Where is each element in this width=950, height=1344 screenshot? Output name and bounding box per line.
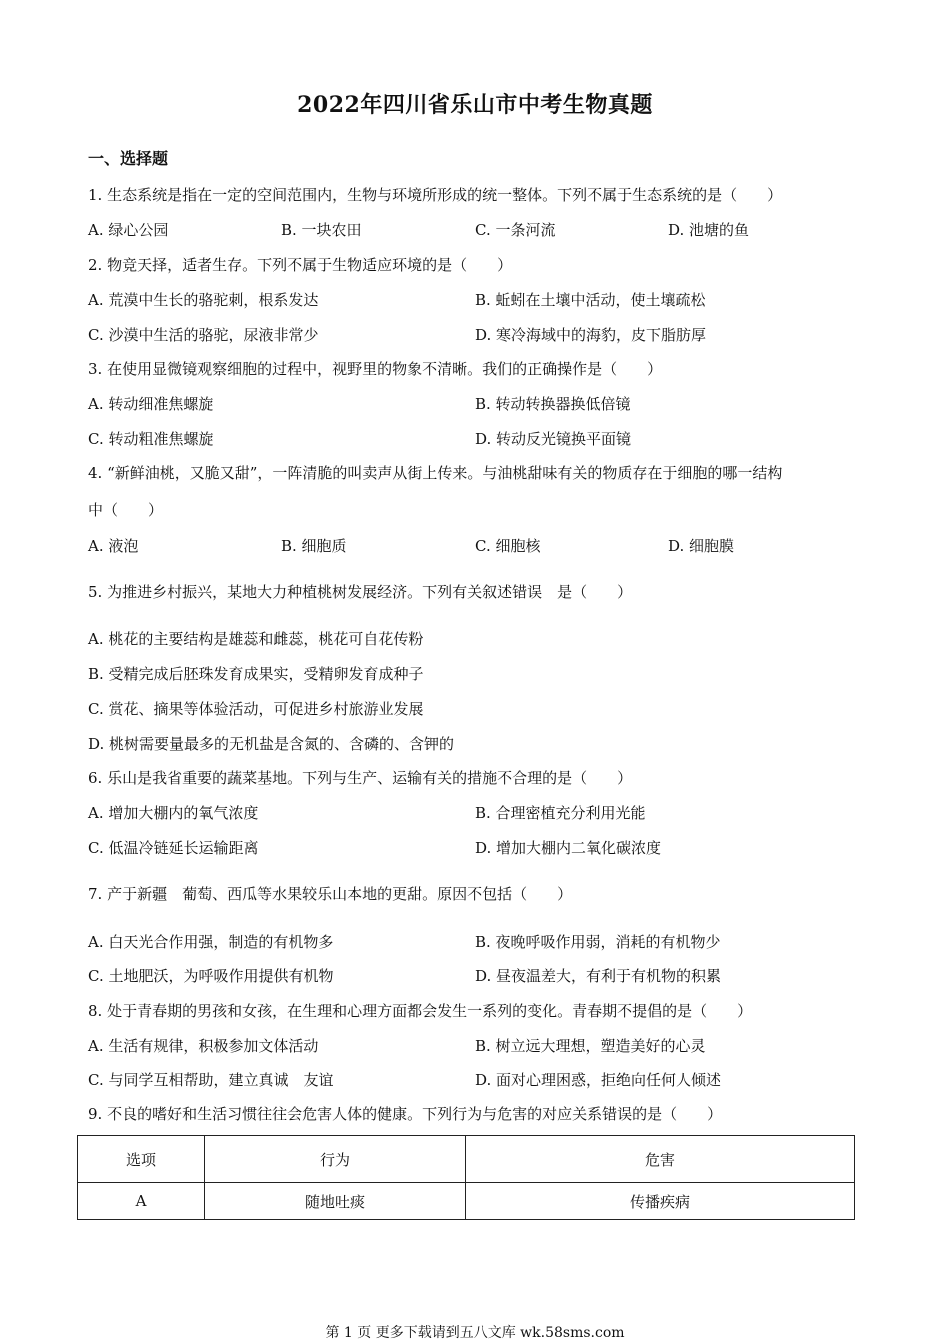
option: C. 与同学互相帮助，建立真诚 友谊 (88, 1071, 334, 1089)
option: D. 增加大棚内二氧化碳浓度 (475, 839, 662, 857)
question-stem: 9. 不良的嗜好和生活习惯往往会危害人体的健康。下列行为与危害的对应关系错误的是（ ） (88, 1105, 723, 1123)
option: B. 转动转换器换低倍镜 (475, 395, 631, 413)
option: B. 合理密植充分利用光能 (475, 804, 646, 822)
table-cell: 随地吐痰 (205, 1183, 466, 1220)
option: C. 土地肥沃，为呼吸作用提供有机物 (88, 967, 334, 985)
question-stem: 2. 物竞天择，适者生存。下列不属于生物适应环境的是（ ） (88, 256, 513, 274)
option: A. 增加大棚内的氧气浓度 (88, 804, 259, 822)
question-stem: 6. 乐山是我省重要的蔬菜基地。下列与生产、运输有关的措施不合理的是（ ） (88, 769, 633, 787)
option: A. 液泡 (88, 537, 139, 555)
table-header-row (78, 1136, 855, 1183)
option: B. 一块农田 (281, 221, 362, 239)
question-stem: 4. “新鲜油桃，又脆又甜”，一阵清脆的叫卖声从街上传来。与油桃甜味有关的物质存在于细胞的哪一结构 (88, 464, 783, 482)
option: C. 沙漠中生活的骆驼，尿液非常少 (88, 326, 319, 344)
option: C. 一条河流 (475, 221, 556, 239)
option: D. 转动反光镜换平面镜 (475, 430, 632, 448)
option: D. 寒冷海域中的海豹，皮下脂肪厚 (475, 326, 707, 344)
table-header: 选项 (78, 1136, 205, 1183)
table-cell: 传播疾病 (466, 1183, 855, 1220)
table-cell: A (78, 1183, 205, 1220)
option: A. 桃花的主要结构是雄蕊和雌蕊，桃花可自花传粉 (88, 630, 424, 648)
option: D. 昼夜温差大，有利于有机物的积累 (475, 967, 722, 985)
option: C. 低温冷链延长运输距离 (88, 839, 259, 857)
question-stem-continued: 中（ ） (88, 501, 164, 519)
option: D. 面对心理困惑，拒绝向任何人倾述 (475, 1071, 722, 1089)
option: B. 受精完成后胚珠发育成果实，受精卵发育成种子 (88, 665, 424, 683)
option: A. 转动细准焦螺旋 (88, 395, 214, 413)
section-heading: 一、选择题 (88, 149, 169, 168)
option: B. 树立远大理想，塑造美好的心灵 (475, 1037, 706, 1055)
option: A. 生活有规律，积极参加文体活动 (88, 1037, 319, 1055)
question-stem: 1. 生态系统是指在一定的空间范围内，生物与环境所形成的统一整体。下列不属于生态系统的是（ ） (88, 186, 783, 204)
question-stem: 5. 为推进乡村振兴，某地大力种植桃树发展经济。下列有关叙述错误 是（ ） (88, 583, 633, 601)
option: D. 池塘的鱼 (668, 221, 750, 239)
option: B. 细胞质 (281, 537, 347, 555)
option: A. 白天光合作用强，制造的有机物多 (88, 933, 334, 951)
page-footer: 第 1 页 更多下载请到五八文库 wk.58sms.com (325, 1325, 625, 1341)
option: A. 荒漠中生长的骆驼刺，根系发达 (88, 291, 319, 309)
option: B. 夜晚呼吸作用弱，消耗的有机物少 (475, 933, 721, 951)
question-stem: 8. 处于青春期的男孩和女孩，在生理和心理方面都会发生一系列的变化。青春期不提倡的是（ ） (88, 1002, 753, 1020)
question-stem: 3. 在使用显微镜观察细胞的过程中，视野里的物象不清晰。我们的正确操作是（ ） (88, 360, 663, 378)
option: A. 绿心公园 (88, 221, 169, 239)
option: C. 赏花、摘果等体验活动，可促进乡村旅游业发展 (88, 700, 424, 718)
table-header: 行为 (205, 1136, 466, 1183)
question-stem: 7. 产于新疆 葡萄、西瓜等水果较乐山本地的更甜。原因不包括（ ） (88, 885, 573, 903)
option: D. 桃树需要量最多的无机盐是含氮的、含磷的、含钾的 (88, 735, 455, 753)
page-title: 2022年四川省乐山市中考生物真题 (297, 92, 653, 118)
table-row (78, 1183, 855, 1220)
option: D. 细胞膜 (668, 537, 735, 555)
option: B. 蚯蚓在土壤中活动，使土壤疏松 (475, 291, 706, 309)
option: C. 细胞核 (475, 537, 541, 555)
answer-table (77, 1135, 855, 1220)
option: C. 转动粗准焦螺旋 (88, 430, 214, 448)
table-header: 危害 (466, 1136, 855, 1183)
